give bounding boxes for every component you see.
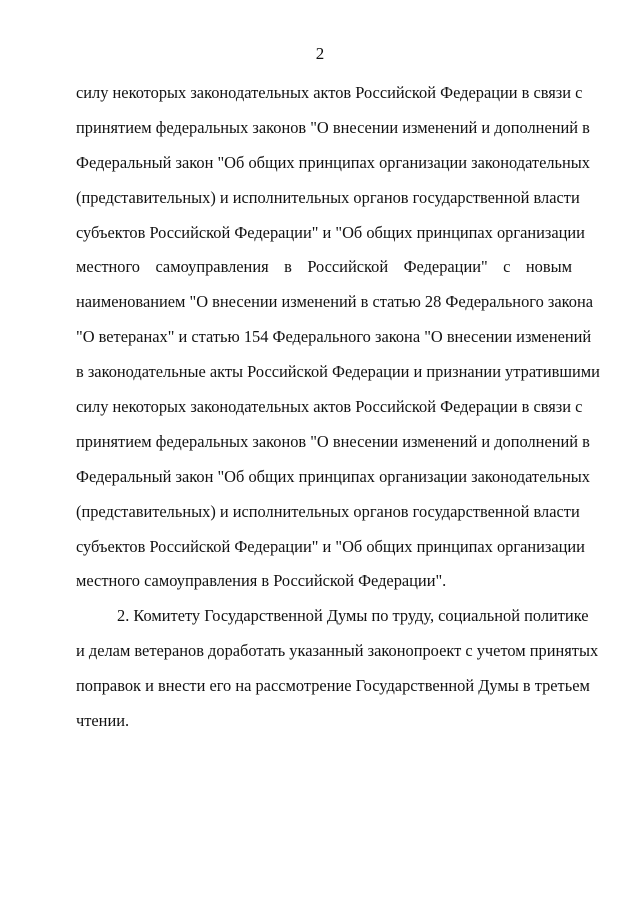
text-line: (представительных) и исполнительных органов государственной власти bbox=[76, 501, 580, 521]
text-line: силу некоторых законодательных актов Российской Федерации в связи с bbox=[76, 397, 583, 417]
document-body bbox=[76, 76, 600, 739]
text-line: наименованием "О внесении изменений в статью 28 Федерального закона bbox=[76, 292, 594, 312]
text-line: субъектов Российской Федерации" и "Об общих принципах организации bbox=[76, 222, 585, 242]
text-line: силу некоторых законодательных актов Российской Федерации в связи с bbox=[76, 83, 583, 102]
text-line: (представительных) и исполнительных органов государственной власти bbox=[76, 187, 580, 207]
text-line: Федеральный закон "Об общих принципах организации законодательных bbox=[76, 466, 590, 486]
text-line: и делам ветеранов доработать указанный законопроект с учетом принятых bbox=[76, 641, 599, 661]
text-line: Федеральный закон "Об общих принципах организации законодательных bbox=[76, 152, 590, 172]
text-line: в законодательные акты Российской Федерации и признании утратившими bbox=[76, 362, 600, 382]
page-number: 2 bbox=[315, 44, 325, 63]
text-line: местного самоуправления в Российской Федерации". bbox=[76, 571, 447, 591]
text-line: 2. Комитету Государственной Думы по труду, социальной политике bbox=[117, 606, 589, 626]
text-line: чтении. bbox=[76, 711, 130, 731]
text-line: поправок и внести его на рассмотрение Государственной Думы в третьем bbox=[76, 676, 590, 696]
paragraph-continuation bbox=[76, 76, 600, 599]
text-line: местного самоуправления в Российской Федерации" с новым bbox=[76, 257, 572, 277]
text-line: субъектов Российской Федерации" и "Об общих принципах организации bbox=[76, 536, 585, 556]
text-line: принятием федеральных законов "О внесении изменений и дополнений в bbox=[76, 117, 590, 137]
text-line: "О ветеранах" и статью 154 Федерального закона "О внесении изменений bbox=[76, 327, 592, 347]
text-line: принятием федеральных законов "О внесении изменений и дополнений в bbox=[76, 431, 590, 451]
paragraph-item-2 bbox=[76, 599, 599, 739]
